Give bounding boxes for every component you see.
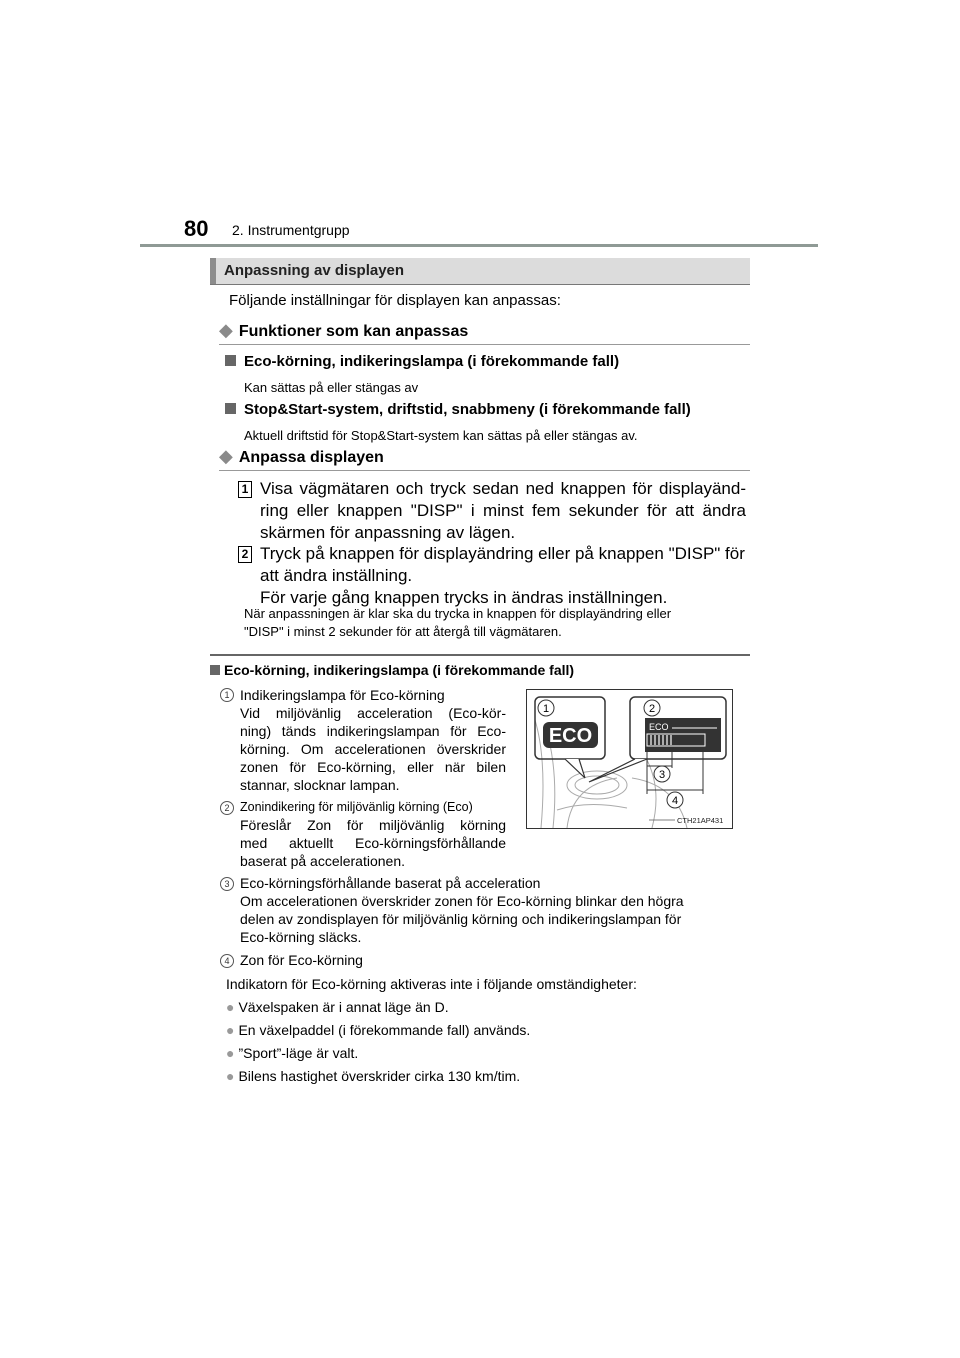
function-item-2-title-text: Stop&Start-system, driftstid, snabbmeny (i förekommande fall) [244,401,691,418]
square-bullet-icon [225,403,236,414]
eco-badge-text: ECO [548,725,593,747]
item-3-line: Om accelerationen överskrider zonen för Eco-körning blinkar den högra [240,893,684,909]
diamond-icon: ◆ [219,320,233,340]
condition-text: Bilens hastighet överskrider cirka 130 km/tim. [238,1068,521,1084]
note-line: "DISP" i minst 2 sekunder för att återgå till vägmätaren. [244,624,562,639]
item-3-block [240,874,730,946]
condition-item [226,1044,358,1062]
step-1-line: ring eller knappen "DISP" i minst fem sekunder för att ändra [260,501,746,520]
item-1-number: 1 [220,688,234,702]
callout-2: 2 [648,703,656,715]
bullet-dot-icon: ● [226,999,235,1015]
step-2-number: 2 [238,546,252,563]
item-2-line: baserat på accelerationen. [240,853,405,869]
function-item-2-title [225,401,691,418]
item-1-line: stannar, slocknar lampan. [240,777,400,793]
callout-3: 3 [658,769,666,781]
square-bullet-icon [225,355,236,366]
step-2-line: Tryck på knappen för displayändring eller på knappen "DISP" för [260,544,745,563]
bullet-dot-icon: ● [226,1068,235,1084]
customize-heading-text: Anpassa displayen [238,449,384,466]
item-4-number: 4 [220,954,234,968]
section-accent [210,258,216,284]
step-2-line: För varje gång knappen trycks in ändras inställningen. [260,588,668,607]
section-heading-bar [210,258,750,285]
page-number: 80 [184,216,209,241]
item-3-number: 3 [220,877,234,891]
bullet-dot-icon: ● [226,1045,235,1061]
chapter-title: 2. Instrumentgrupp [232,222,350,238]
functions-heading-text: Funktioner som kan anpassas [238,323,469,340]
step-2-text [260,543,750,609]
condition-item [226,1067,520,1085]
item-1-line: Vid miljövänlig acceleration (Eco-kör- [240,705,506,721]
step-1-line: Visa vägmätaren och tryck sedan ned knappen för displayänd- [260,479,746,498]
customize-note [244,605,671,641]
functions-heading [219,320,468,341]
function-item-1-title [225,353,619,370]
condition-text: ”Sport”-läge är valt. [238,1045,359,1061]
step-1-text [260,478,746,544]
condition-item [226,998,449,1016]
illustration-code: CTH21AP431 [677,816,724,825]
function-item-1-text: Kan sättas på eller stängas av [244,380,419,395]
customize-rule [219,470,750,471]
item-3-line: delen av zondisplayen för miljövänlig körning och indikeringslampan för [240,911,682,927]
item-2-number: 2 [220,801,234,815]
item-2-block [240,798,506,870]
item-1-line: zonen för Eco-körning, eller när bilen [240,759,506,775]
condition-item [226,1021,530,1039]
functions-rule [219,344,750,345]
section-divider [210,654,750,656]
eco-illustration [526,689,733,829]
condition-text: Växelspaken är i annat läge än D. [238,999,449,1015]
section-intro: Följande inställningar för displayen kan anpassas: [229,292,561,309]
item-4-title: Zon för Eco-körning [240,952,363,968]
customize-heading [219,446,384,467]
step-2-line: att ändra inställning. [260,566,413,585]
step-1-number: 1 [238,481,252,498]
step-1-line: skärmen för anpassning av lägen. [260,523,516,542]
item-1-block [240,686,506,794]
item-1-title: Indikeringslampa för Eco-körning [240,687,445,703]
eco-indicator-callout [535,697,605,778]
item-1-line: ning) tänds indikeringslampan för Eco- [240,723,506,739]
eco-section-title [210,662,574,678]
item-3-title: Eco-körningsförhållande baserat på acceleration [240,875,541,891]
conditions-intro: Indikatorn för Eco-körning aktiveras inte i följande omständigheter: [226,976,637,992]
condition-text: En växelpaddel (i förekommande fall) används. [238,1022,531,1038]
item-2-title: Zonindikering för miljövänlig körning (Eco) [240,800,473,814]
eco-illustration-drawing [527,690,732,828]
diamond-icon: ◆ [219,446,233,466]
square-bullet-icon [210,665,220,675]
item-3-line: Eco-körning släcks. [240,929,362,945]
function-item-2-text: Aktuell driftstid för Stop&Start-system kan sättas på eller stängas av. [244,428,638,443]
note-line: När anpassningen är klar ska du trycka in knappen för displayändring eller [244,606,672,621]
function-item-1-title-text: Eco-körning, indikeringslampa (i förekommande fall) [244,353,620,370]
eco-zone-label: ECO [649,722,669,732]
item-1-line: körning. Om accelerationen överskrider [240,741,506,757]
section-title: Anpassning av displayen [224,262,405,279]
callout-4: 4 [671,795,679,807]
item-2-line: med aktuellt Eco-körningsförhållande [240,835,506,851]
bullet-dot-icon: ● [226,1022,235,1038]
header-rule [140,244,818,247]
eco-section-title-text: Eco-körning, indikeringslampa (i förekommande fall) [224,662,575,678]
item-2-line: Föreslår Zon för miljövänlig körning [240,817,506,833]
callout-1: 1 [542,703,550,715]
